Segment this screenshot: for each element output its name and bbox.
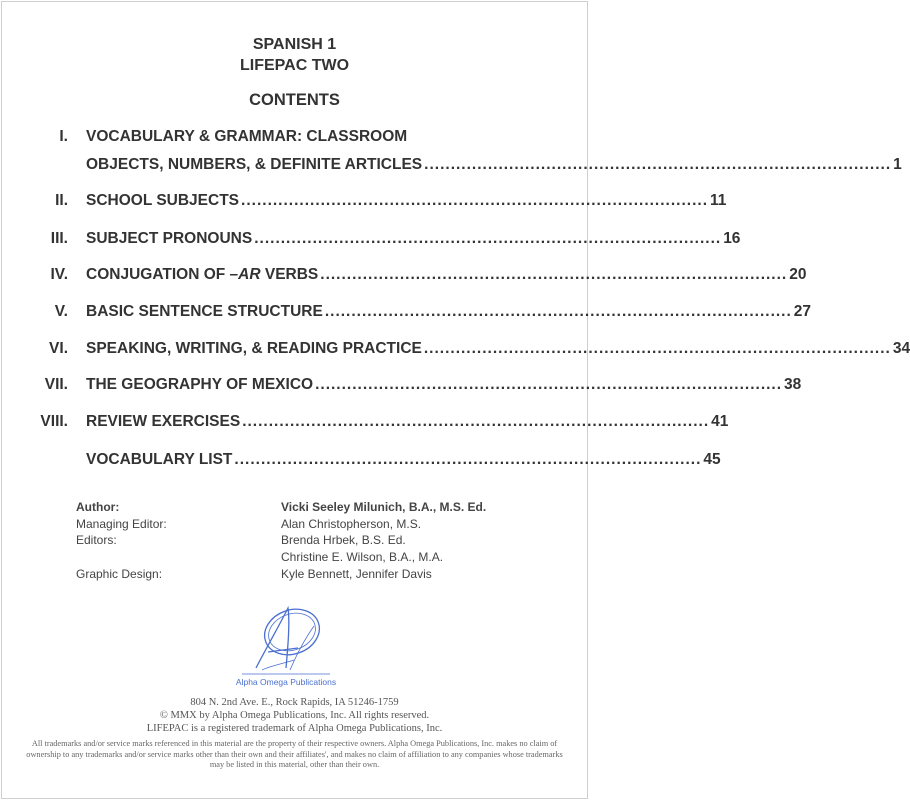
- alpha-omega-logo-icon: [226, 600, 346, 692]
- toc-num-7: VII.: [44, 376, 68, 393]
- toc-title-4-pre: CONJUGATION OF: [86, 266, 230, 283]
- toc-title-2: SCHOOL SUBJECTS: [86, 192, 240, 209]
- toc-title-7: THE GEOGRAPHY OF MEXICO: [86, 376, 314, 393]
- toc-leader: ........................................................................................: [234, 451, 702, 468]
- credit-role-graphic-design: Graphic Design:: [76, 567, 163, 581]
- toc-leader: ........................................................................................: [423, 340, 891, 357]
- toc-title-5: BASIC SENTENCE STRUCTURE: [86, 303, 323, 320]
- copyright-line: © MMX by Alpha Omega Publications, Inc. All rights reserved.: [159, 710, 430, 721]
- toc-num-2: II.: [55, 192, 68, 209]
- toc-entry-6[interactable]: [86, 340, 910, 358]
- credit-name-graphic-design: Kyle Bennett, Jennifer Davis: [281, 567, 432, 581]
- credit-role-editors: Editors:: [76, 533, 117, 547]
- toc-leader: ........................................................................................: [424, 156, 892, 173]
- toc-page-4: 20: [789, 266, 807, 283]
- toc-entry-vocabulary[interactable]: [86, 451, 721, 469]
- toc-title-8: REVIEW EXERCISES: [86, 413, 241, 430]
- toc-num-4: IV.: [50, 266, 68, 283]
- trademark-line: LIFEPAC is a registered trademark of Alpha Omega Publications, Inc.: [146, 723, 443, 734]
- toc-page-9: 45: [703, 451, 721, 468]
- toc-title-6: SPEAKING, WRITING, & READING PRACTICE: [86, 340, 422, 357]
- toc-num-3: III.: [50, 230, 68, 247]
- toc-leader: ........................................................................................: [254, 230, 722, 247]
- toc-leader: ........................................................................................: [242, 413, 710, 430]
- toc-title-4: [86, 266, 318, 284]
- logo-text: Alpha Omega Publications: [235, 677, 337, 687]
- toc-leader: ........................................................................................: [315, 376, 783, 393]
- toc-leader: ........................................................................................: [241, 192, 708, 209]
- course-title: SPANISH 1: [252, 36, 337, 53]
- toc-num-5: V.: [54, 303, 68, 320]
- toc-title-1-line1: VOCABULARY & GRAMMAR: CLASSROOM: [86, 128, 408, 145]
- credit-name-author: Vicki Seeley Milunich, B.A., M.S. Ed.: [281, 500, 487, 514]
- toc-leader: ........................................................................................: [324, 303, 792, 320]
- toc-title-1: OBJECTS, NUMBERS, & DEFINITE ARTICLES: [86, 156, 423, 173]
- toc-title-3: SUBJECT PRONOUNS: [86, 230, 253, 247]
- toc-title-9: VOCABULARY LIST: [86, 451, 233, 468]
- toc-entry-4[interactable]: [86, 266, 807, 284]
- credit-role-managing-editor: Managing Editor:: [76, 517, 167, 531]
- contents-heading: CONTENTS: [249, 91, 340, 109]
- toc-page-2: 11: [710, 192, 727, 209]
- toc-page-6: 34: [892, 340, 910, 357]
- toc-page-5: 27: [793, 303, 812, 320]
- toc-title-4-em: –AR: [229, 266, 261, 283]
- credit-name-editor-2: Christine E. Wilson, B.A., M.A.: [281, 550, 444, 564]
- toc-entry-5[interactable]: [86, 303, 812, 321]
- toc-num-6: VI.: [49, 340, 68, 357]
- credit-role-author: Author:: [76, 500, 120, 514]
- toc-leader: ........................................................................................: [320, 266, 788, 283]
- publisher-address: 804 N. 2nd Ave. E., Rock Rapids, IA 51246-1759: [190, 697, 399, 708]
- credit-name-editor-1: Brenda Hrbek, B.S. Ed.: [281, 533, 406, 547]
- toc-page-8: 41: [711, 413, 729, 430]
- toc-entry-2[interactable]: [86, 192, 727, 210]
- toc-entry-3[interactable]: [86, 230, 741, 248]
- toc-page-1: 1: [893, 156, 902, 173]
- toc-entry-1[interactable]: [86, 156, 902, 174]
- toc-num-8: VIII.: [40, 413, 68, 430]
- alpha-omega-logo: [226, 600, 346, 692]
- toc-num-1: I.: [59, 128, 68, 145]
- credit-name-managing-editor: Alan Christopherson, M.S.: [281, 517, 422, 531]
- lifepac-title: LIFEPAC TWO: [239, 57, 350, 74]
- toc-page-3: 16: [723, 230, 741, 247]
- toc-page-7: 38: [784, 376, 802, 393]
- toc-title-4-post: VERBS: [260, 266, 319, 283]
- legal-notice: All trademarks and/or service marks referenced in this material are the property of their respective owners. Alpha Omega Publications, Inc. makes no claim of ownership to any trademarks and/or service marks other than their own and their affiliates', and makes no claim of affiliation to any companies whose trademarks may be listed in this material, other than their own.: [26, 739, 563, 770]
- toc-entry-7[interactable]: [86, 376, 802, 394]
- toc-entry-8[interactable]: [86, 413, 729, 431]
